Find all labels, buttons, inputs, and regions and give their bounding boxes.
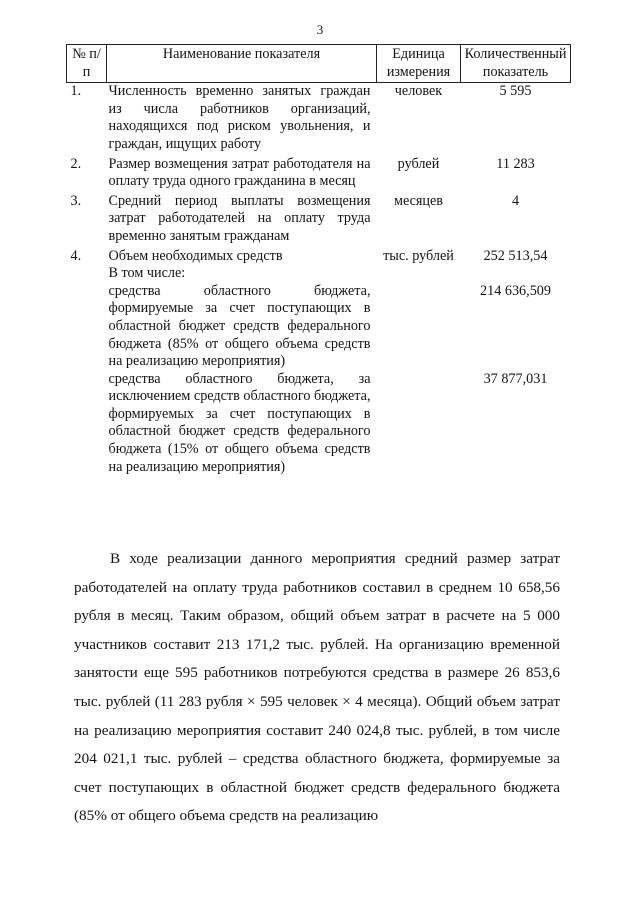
row-num: 1. (70, 83, 82, 100)
row-num (67, 265, 107, 283)
indicators-table-grid (66, 44, 571, 476)
row-value (461, 265, 571, 283)
row-value: 4 (511, 192, 520, 209)
page-number: 3 (316, 22, 324, 37)
row-name: средства областного бюджета, за исключением средств областного бюджета, формируемых за счет поступающих в областной бюджет средств федерального бюджета (15% от общего объема средств на реализацию мероприятия) (108, 370, 371, 475)
row-num (67, 371, 107, 477)
row-value: 5 595 (499, 83, 532, 100)
header-name: Наименование показателя (107, 45, 377, 83)
table-row (67, 265, 571, 283)
table-row (67, 371, 571, 477)
table-header-row (67, 45, 571, 83)
row-name: Численность временно занятых граждан из числа работников организаций, находящихся под риском увольнения, и граждан, ищущих работу (108, 83, 371, 152)
row-name: Объем необходимых средств (108, 247, 283, 264)
table-row (67, 283, 571, 371)
row-name: В том числе: (108, 265, 186, 282)
row-unit: рублей (397, 155, 440, 172)
row-value: 37 877,031 (483, 370, 548, 387)
table-row (67, 156, 571, 193)
row-name: Размер возмещения затрат работодателя на оплату труда одного гражданина в месяц (108, 155, 371, 190)
header-num: № п/п (67, 45, 107, 83)
row-num: 3. (70, 192, 82, 209)
body-paragraph: В ходе реализации данного мероприятия средний размер затрат работодателей на оплату труда работников составил в среднем 10 658,56 рубля в месяц. Таким образом, общий объем затрат в расчете на 5 000 участников составит 213 171,2 тыс. рублей. На организацию временной занятости еще 595 работников потребуются средства в размере 26 853,6 тыс. рублей (11 283 рубля × 595 человек × 4 месяца). Общий объем затрат на реализацию мероприятия составит 240 024,8 тыс. рублей, в том числе 204 021,1 тыс. рублей – средства областного бюджета, формируемые за счет поступающих в областной бюджет средств федерального бюджета (85% от общего объема средств на реализацию (74, 550, 560, 825)
row-name: Средний период выплаты возмещения затрат работодателей на оплату труда временно занятым гражданам (108, 192, 371, 244)
table-row (67, 193, 571, 248)
row-num: 4. (70, 247, 82, 264)
row-value: 11 283 (496, 155, 535, 172)
row-unit (377, 265, 461, 283)
header-value: Количественный показатель (461, 45, 571, 83)
table-row (67, 83, 571, 156)
row-unit (377, 283, 461, 371)
row-unit (377, 371, 461, 477)
header-unit: Единица измерения (377, 45, 461, 83)
row-name: средства областного бюджета, формируемые за счет поступающих в областной бюджет средств федерального бюджета (85% от общего объема средств на реализацию мероприятия) (108, 282, 371, 370)
row-unit: человек (394, 83, 443, 100)
row-value: 214 636,509 (480, 282, 551, 299)
table-row (67, 248, 571, 266)
row-unit: тыс. рублей (383, 247, 454, 264)
row-value: 252 513,54 (483, 247, 548, 264)
indicators-table (66, 44, 570, 476)
row-num (67, 283, 107, 371)
row-num: 2. (70, 155, 82, 172)
row-unit: месяцев (393, 192, 444, 209)
